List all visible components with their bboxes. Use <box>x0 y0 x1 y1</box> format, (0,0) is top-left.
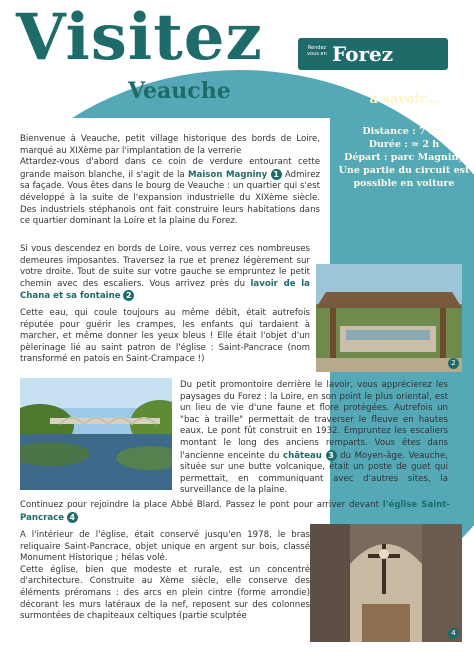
info-heading: à savoir... <box>369 92 439 107</box>
photo-marker-4: 4 <box>448 628 459 639</box>
marker-1: 1 <box>271 169 282 180</box>
lavoir-photo <box>316 264 462 372</box>
banner-name: Forez <box>332 42 394 66</box>
paragraph-promontoire: Du petit promontoire derrière le lavoir, vous apprécierez les paysages du Forez : la Loire, en son point le plus oriental, est un lieu de vie d'une faune et flore protégées. Autrefois un "bac à traille" permettait de traverser le fleuve en hautes eaux. Le pont fût construit en 1932. Empruntez les escaliers montant le long des anciens remparts. Vous êtes dans l'ancienne enceinte du château 3 du Moyen-âge. Veauche, située sur une butte volcanique, était un poste de guet qui permettait, en communiquant avec d'autres sites, la surveillance de la plaine. <box>180 380 448 496</box>
info-distance: Distance : 7 km <box>362 126 446 137</box>
paragraph-intro: Bienvenue à Veauche, petit village historique des bords de Loire, marqué au XIXème par l'implantation de la verrerie Attardez-vous d'abord dans ce coin de verdure entourant cette grande maison blanche, il s'agit de la Maison Magniny 1 Admirez sa façade. Vous êtes dans le bourg de Veauche : un quartier qui s'est développé à la suite de l'expansion industrielle du XIXème siècle. Des industriels stéphanois ont fait construire leurs habitations dans ce quartier dominant la Loire et la plaine du Forez. <box>20 134 320 227</box>
marker-3: 3 <box>326 450 337 461</box>
banner-tagline: Rendez vous en <box>307 45 327 57</box>
paragraph-eglise: A l'intérieur de l'église, était conservé jusqu'en 1978, le bras reliquaire Saint-Pancrace, objet unique en argent sur bois, classé Monument Historique ; hélas volé. Cette église, bien que modeste et rurale, est un concentré d'architecture. Construite au Xème siècle, elle conserve des éléments préromans : des arcs en plein cintre (forme arrondie) décorant les murs latéraux de la nef, reposent sur des colonnes surmontées de chapiteaux celtiques (partie sculptée <box>20 530 310 622</box>
page-subtitle: Veauche <box>128 78 231 104</box>
info-note: Une partie du circuit est possible en voiture <box>338 165 470 189</box>
paragraph-place: Continuez pour rejoindre la place Abbé Blard. Passez le pont pour arriver devant l'église Saint-Pancrace 4 <box>20 500 450 523</box>
info-box <box>338 92 470 190</box>
marker-2: 2 <box>123 290 134 301</box>
bridge-photo <box>20 378 172 490</box>
info-duree: Durée : ≃ 2 h <box>368 139 440 150</box>
marker-4: 4 <box>67 512 78 523</box>
info-depart: Départ : parc Magniny <box>344 152 464 163</box>
link-maison-magniny[interactable]: Maison Magniny <box>188 169 268 180</box>
page-title: Visitez <box>16 0 263 75</box>
link-lavoir[interactable]: lavoir de la Chana et sa fontaine <box>20 278 310 302</box>
forez-banner <box>298 38 448 70</box>
paragraph-eau: Cette eau, qui coule toujours au même débit, était autrefois réputée pour guérir les crampes, les enfants qui tardaient à marcher, et même donner les yeux bleus ! Elle était l'objet d'un pèlerinage lié au saint patron de l'église : Saint-Pancrace (nom transformé en patois en Saint-Crampace !) <box>20 308 310 365</box>
church-photo <box>310 524 462 642</box>
link-eglise[interactable]: l'église Saint-Pancrace <box>20 500 450 523</box>
paragraph-loire: Si vous descendez en bords de Loire, vous verrez ces nombreuses demeures imposantes. Traversez la rue et prenez légèrement sur votre droite. Tout de suite sur votre gauche se empruntez le petit chemin avec des escaliers. Vous arrivez près du lavoir de la Chana et sa fontaine 2 <box>20 244 310 302</box>
link-chateau[interactable]: château <box>283 450 322 461</box>
photo-marker-2: 2 <box>448 358 459 369</box>
